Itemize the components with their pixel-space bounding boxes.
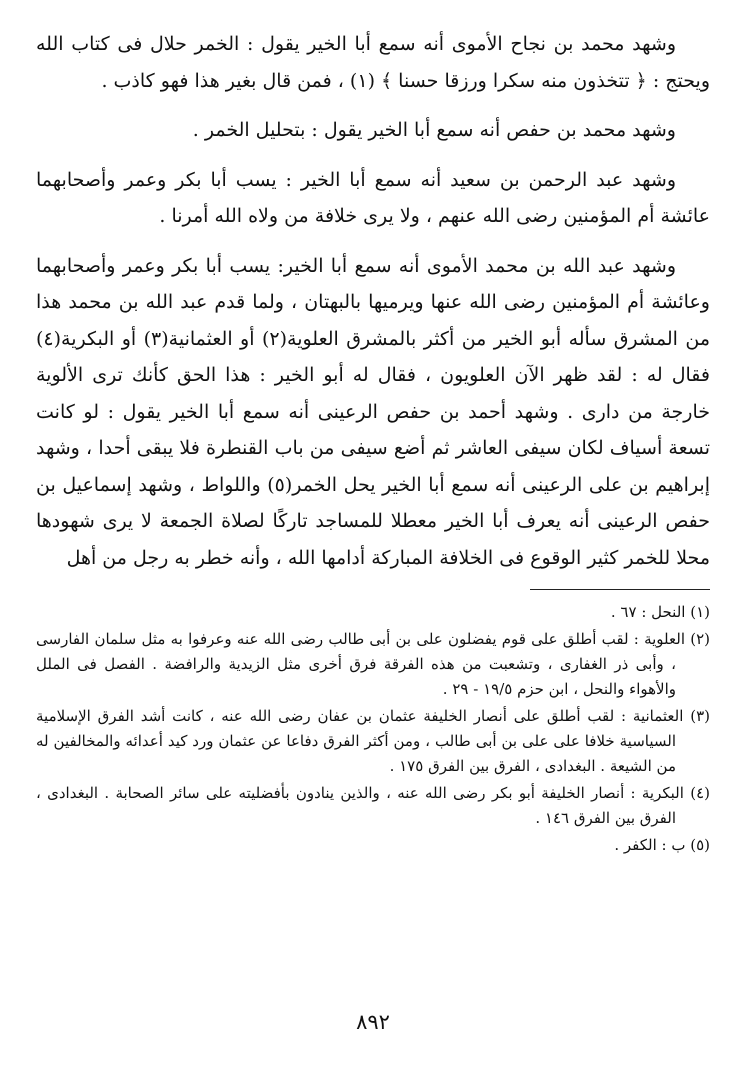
footnote-1: (١) النحل : ٦٧ . bbox=[610, 603, 710, 621]
paragraph: وشهد عبد الرحمن بن سعيد أنه سمع أبا الخير : يسب أبا بكر وعمر وأصحابهما عائشة أم المؤمنين رضى الله عنهم ، ولا يرى خلافة من ولاه الله أمرنا . bbox=[36, 168, 710, 227]
book-page bbox=[36, 26, 710, 860]
paragraph: وشهد محمد بن حفص أنه سمع أبا الخير يقول : بتحليل الخمر . bbox=[192, 119, 676, 141]
footnote-5: (٥) ب : الكفر . bbox=[614, 836, 710, 854]
main-text bbox=[36, 26, 710, 576]
paragraph: وشهد عبد الله بن محمد الأموى أنه سمع أبا الخير: يسب أبا بكر وعمر وأصحابهما وعائشة أم المؤمنين رضى الله عنها ويرميها بالبهتان ، ولما قدم عبد الله بن محمد هذا من المشرق سأله أبو الخير من أكثر بالمشرق العلوية(٢) أو العثمانية(٣) أو البكرية(٤) فقال له : لقد ظهر الآن العلويون ، فقال له أبو الخير : هذا الحق كأنك ترى الألوية خارجة من دارى . وشهد أحمد بن حفص الرعينى أنه سمع أبا الخير يقول : لو كانت تسعة أسياف لكان سيفى العاشر ثم أضع سيفى من باب القنطرة فلا يبقى أحدا ، وشهد إبراهيم بن على الرعينى أنه سمع أبا الخير يحل الخمر(٥) واللواط ، وشهد إسماعيل بن حفص الرعينى أنه يعرف أبا الخير معطلا للمساجد تاركًا لصلاة الجمعة لا يرى شهودها محلا للخمر كثير الوقوع فى الخلافة المباركة أدامها الله ، وأنه خطر به رجل من أهل bbox=[36, 254, 711, 569]
footnote-3: (٣) العثمانية : لقب أطلق على أنصار الخليفة عثمان بن عفان رضى الله عنه ، كانت أشد الفرق الإسلامية السياسية خلافا على على بن أبى طالب ، ومن أكثر الفرق دفاعا عن عثمان ورد كيد أعدائه والمخالفين له من الشيعة . البغدادى ، الفرق بين الفرق ١٧٥ . bbox=[36, 707, 710, 775]
footnote-2: (٢) العلوية : لقب أطلق على قوم يفضلون على بن أبى طالب رضى الله عنه وعرفوا به مثل سلمان الفارسى ، وأبى ذر الغفارى ، وتشعبت من هذه الفرقة فرق أخرى مثل الزيدية والرافضة . الفصل فى الملل والأهواء والنحل ، ابن حزم ١٩/٥ - ٢٩ . bbox=[36, 630, 710, 698]
footnotes bbox=[36, 600, 710, 858]
page-number: ٨٩٢ bbox=[356, 1010, 390, 1034]
footnote-4: (٤) البكرية : أنصار الخليفة أبو بكر رضى الله عنه ، والذين ينادون بأفضليته على سائر الصحابة . البغدادى ، الفرق بين الفرق ١٤٦ . bbox=[36, 784, 710, 827]
paragraph: وشهد محمد بن نجاح الأموى أنه سمع أبا الخير يقول : الخمر حلال فى كتاب الله ويحتج : ﴿ تتخذون منه سكرا ورزقا حسنا ﴾ (١) ، فمن قال بغير هذا فهو كاذب . bbox=[36, 33, 710, 92]
footnote-divider bbox=[530, 589, 710, 590]
